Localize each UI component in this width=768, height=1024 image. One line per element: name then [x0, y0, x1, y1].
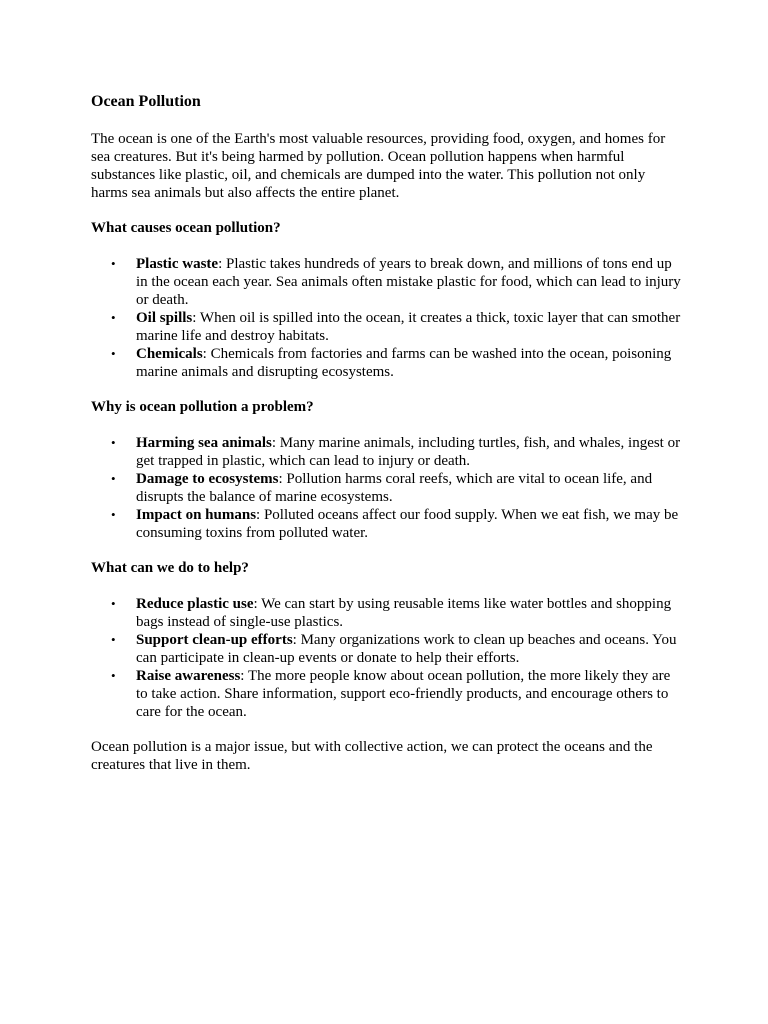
- list-item-term: Plastic waste: [136, 256, 219, 272]
- list-item-text: : Plastic takes hundreds of years to break down, and millions of tons end up in the ocean each year. Sea animals often mistake plastic for food, which can lead to injury or death.: [136, 256, 681, 308]
- bullet-icon: •: [111, 471, 116, 486]
- bullet-icon: •: [111, 346, 116, 361]
- list-item: [91, 595, 681, 631]
- causes-list: [91, 255, 681, 381]
- list-item-text: : The more people know about ocean pollution, the more likely they are to take action. Share information, support eco-friendly products, and encourage others to care for the ocean.: [136, 668, 671, 720]
- bullet-icon: •: [111, 256, 116, 271]
- list-item-text: : Chemicals from factories and farms can be washed into the ocean, poisoning marine animals and disrupting ecosystems.: [136, 346, 672, 380]
- list-item: [91, 667, 681, 721]
- bullet-icon: •: [111, 507, 116, 522]
- list-item-term: Damage to ecosystems: [136, 471, 279, 487]
- bullet-icon: •: [111, 668, 116, 683]
- list-item: [91, 470, 681, 506]
- list-item: [91, 255, 681, 309]
- section-heading-problem: Why is ocean pollution a problem?: [91, 399, 314, 415]
- problem-list: [91, 434, 681, 542]
- list-item: [91, 434, 681, 470]
- list-item-term: Impact on humans: [136, 507, 257, 523]
- list-item-term: Oil spills: [136, 310, 193, 326]
- conclusion-paragraph: Ocean pollution is a major issue, but with collective action, we can protect the oceans and the creatures that live in them.: [91, 739, 653, 773]
- list-item: [91, 345, 681, 381]
- list-item-text: : Many marine animals, including turtles, fish, and whales, ingest or get trapped in plastic, which can lead to injury or death.: [136, 435, 681, 469]
- list-item: [91, 309, 681, 345]
- list-item-term: Chemicals: [136, 346, 203, 362]
- bullet-icon: •: [111, 632, 116, 647]
- list-item-term: Raise awareness: [136, 668, 241, 684]
- section-heading-causes: What causes ocean pollution?: [91, 220, 281, 236]
- section-heading-help: What can we do to help?: [91, 560, 249, 576]
- list-item: [91, 506, 681, 542]
- document-page: [91, 92, 681, 791]
- list-item-term: Support clean-up efforts: [136, 632, 293, 648]
- list-item-term: Harming sea animals: [136, 435, 272, 451]
- list-item-text: : We can start by using reusable items like water bottles and shopping bags instead of single-use plastics.: [136, 596, 672, 630]
- bullet-icon: •: [111, 435, 116, 450]
- document-title: Ocean Pollution: [91, 93, 201, 110]
- bullet-icon: •: [111, 310, 116, 325]
- list-item-text: : Many organizations work to clean up beaches and oceans. You can participate in clean-up events or donate to help their efforts.: [136, 632, 677, 666]
- list-item-text: : When oil is spilled into the ocean, it creates a thick, toxic layer that can smother marine life and destroy habitats.: [136, 310, 681, 344]
- list-item-text: : Pollution harms coral reefs, which are vital to ocean life, and disrupts the balance of marine ecosystems.: [136, 471, 653, 505]
- list-item: [91, 631, 681, 667]
- list-item-term: Reduce plastic use: [136, 596, 254, 612]
- intro-paragraph: The ocean is one of the Earth's most valuable resources, providing food, oxygen, and homes for sea creatures. But it's being harmed by pollution. Ocean pollution happens when harmful substances like plastic, oil, and chemicals are dumped into the water. This pollution not only harms sea animals but also affects the entire planet.: [91, 131, 666, 201]
- list-item-text: : Polluted oceans affect our food supply. When we eat fish, we may be consuming toxins from polluted water.: [136, 507, 679, 541]
- help-list: [91, 595, 681, 721]
- bullet-icon: •: [111, 596, 116, 611]
